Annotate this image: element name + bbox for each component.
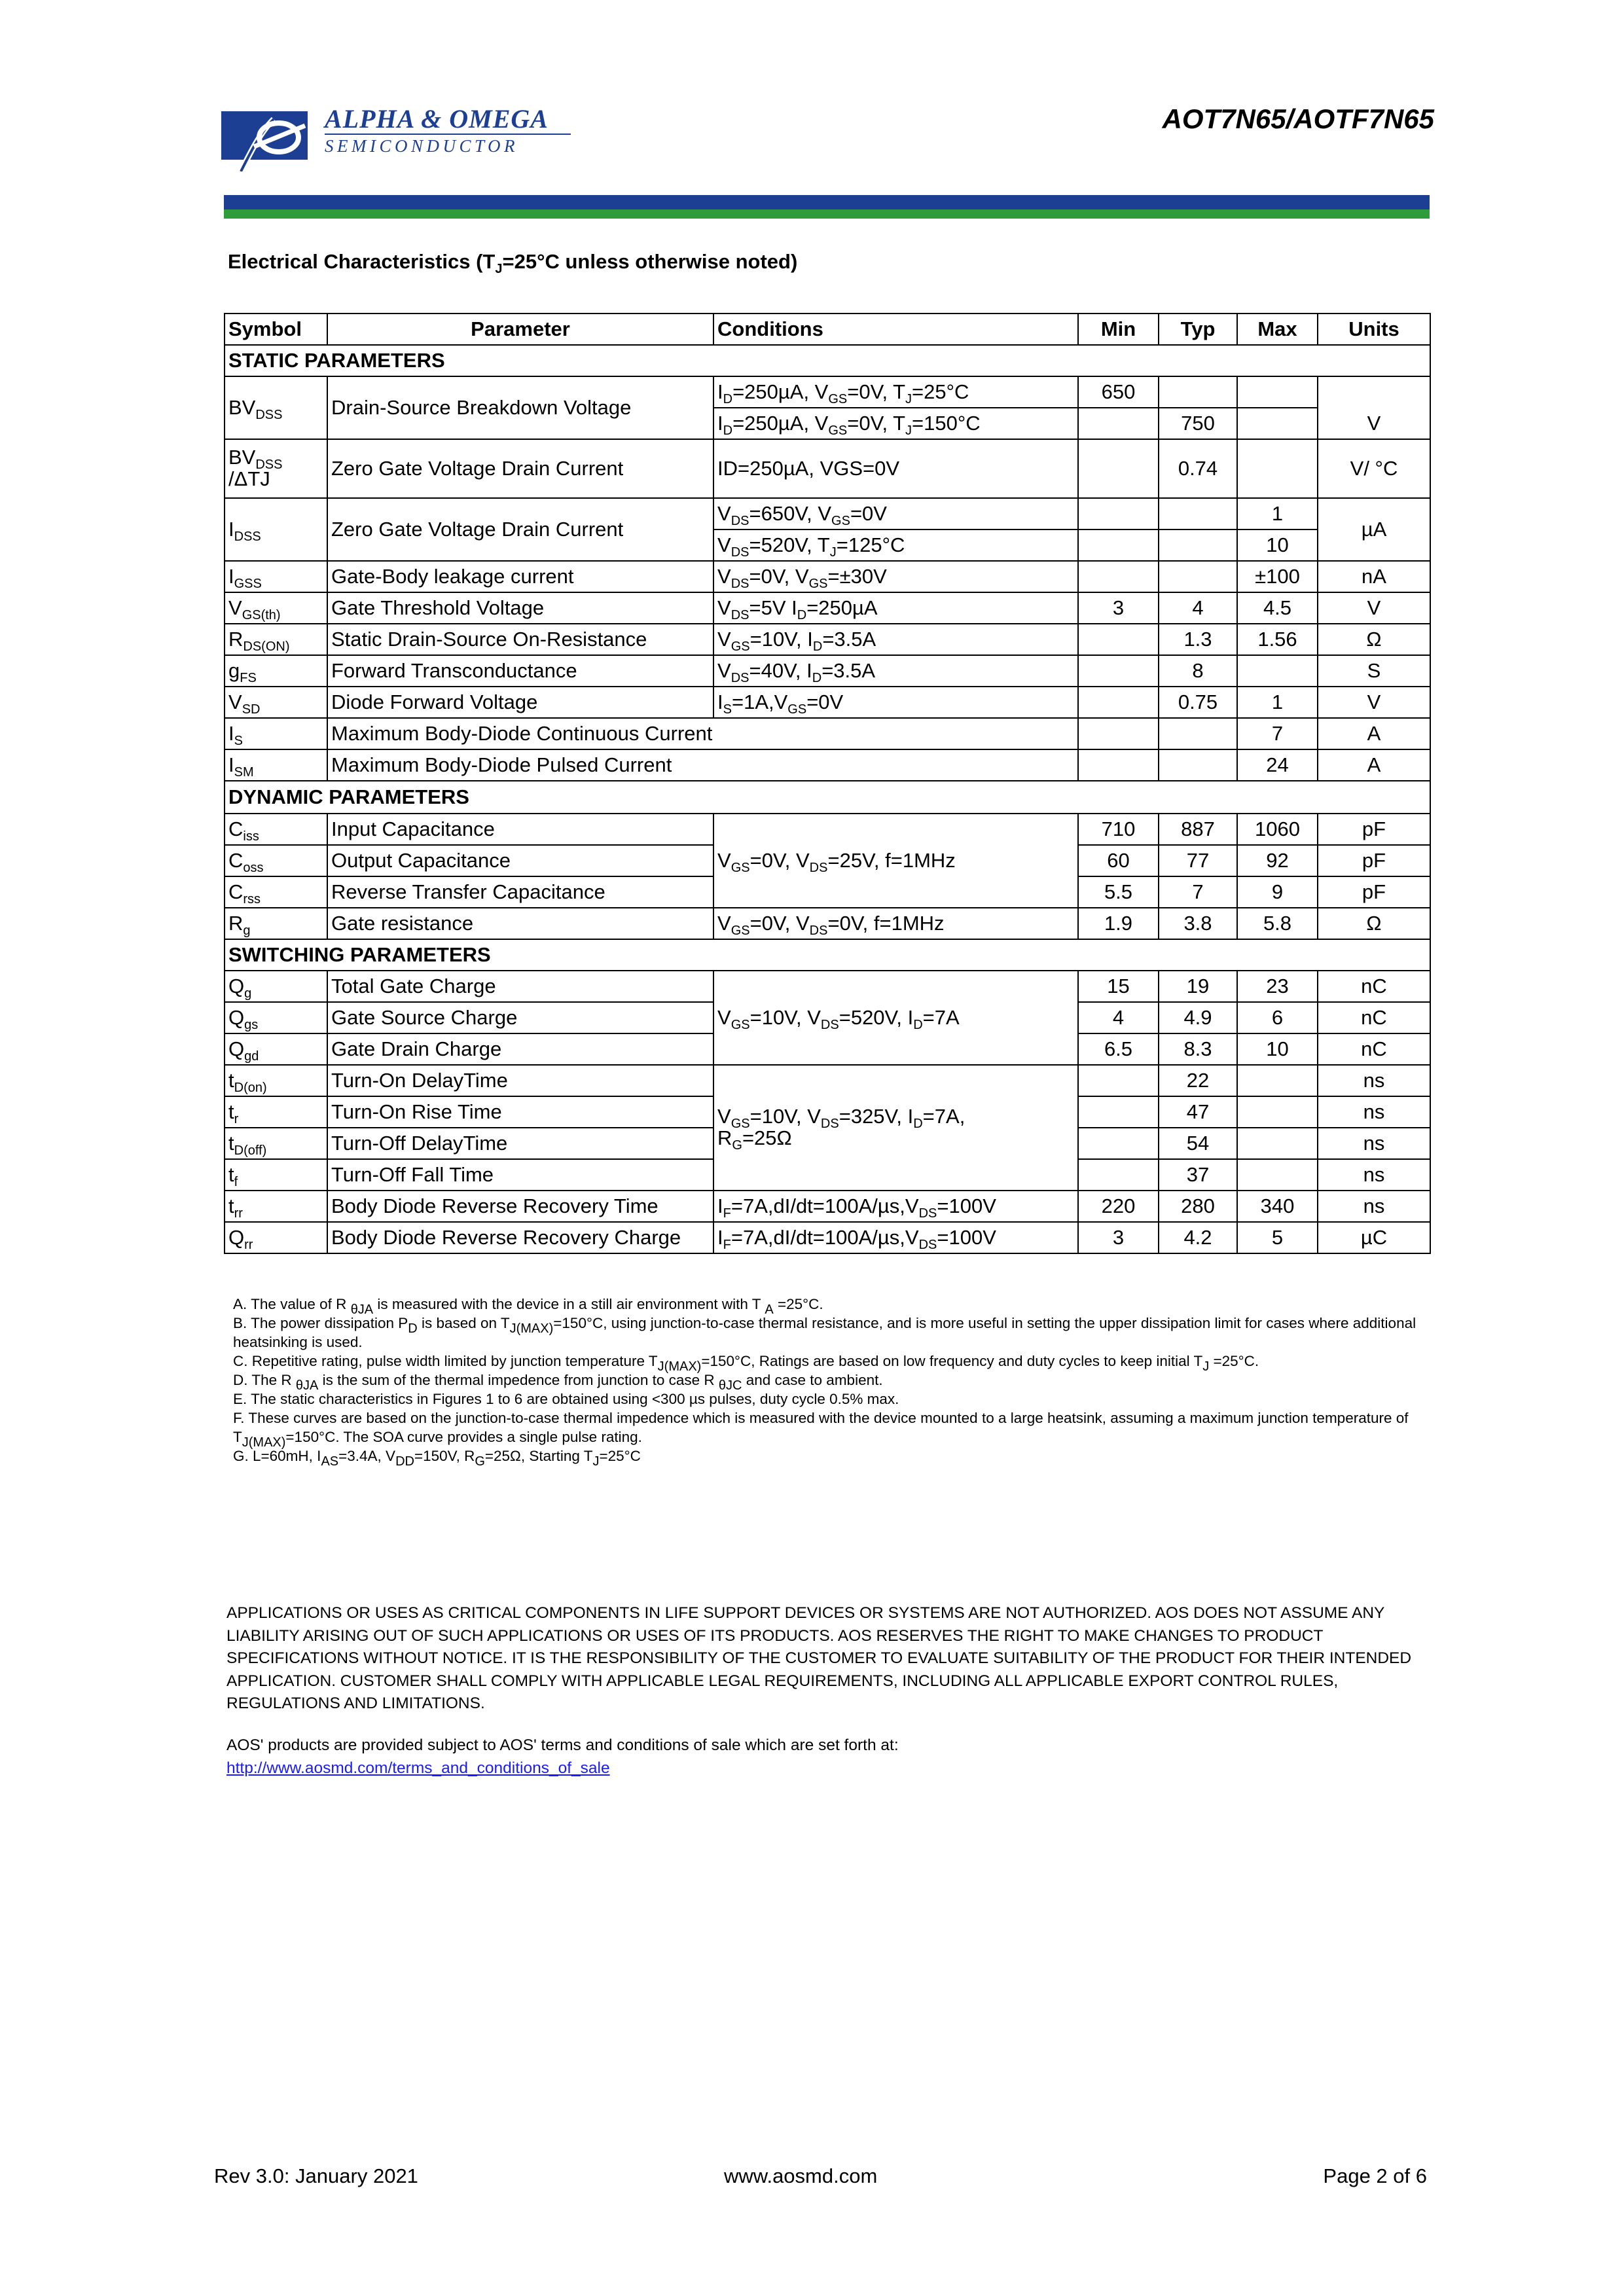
table-row-is: [225, 718, 1430, 749]
terms-link[interactable]: http://www.aosmd.com/terms_and_conditions_of_sale: [226, 1759, 610, 1777]
min-qg: 15: [1078, 971, 1159, 1002]
symbol-coss: $C_{oss}$: [225, 845, 327, 876]
table-row-ism: [225, 749, 1430, 781]
min-bvdss-tj: [1078, 439, 1159, 498]
typ-bvdss-1: [1159, 376, 1237, 408]
max-tf: [1237, 1159, 1318, 1191]
max-tdon: [1237, 1065, 1318, 1096]
max-crss: 9: [1237, 876, 1318, 908]
typ-tdoff: 54: [1159, 1128, 1237, 1159]
table-row-qrr: [225, 1222, 1430, 1253]
header-symbol: Symbol: [225, 314, 327, 345]
header-bar-green: [224, 209, 1430, 219]
min-bvdss-2: [1078, 408, 1159, 439]
parameter-crss: Reverse Transfer Capacitance: [327, 876, 713, 908]
units-gfs: S: [1318, 655, 1430, 687]
min-tdon: [1078, 1065, 1159, 1096]
max-coss: 92: [1237, 845, 1318, 876]
max-vsd: 1: [1237, 687, 1318, 718]
section-title: Electrical Characteristics ($T_J=25^\circ C$ unless otherwise noted): [228, 250, 798, 276]
units-rdson: Ω: [1318, 624, 1430, 655]
units-tdon: ns: [1318, 1065, 1430, 1096]
conditions-capacitance: $V_{GS}=0V$, $V_{DS}=25V$, f=1MHz: [713, 814, 1078, 908]
company-logo: [221, 103, 588, 175]
group-switching-label: SWITCHING PARAMETERS: [225, 939, 1430, 971]
symbol-crss: $C_{rss}$: [225, 876, 327, 908]
parameter-tf: Turn-Off Fall Time: [327, 1159, 713, 1191]
conditions-rg: $V_{GS}=0V$, $V_{DS}=0V$, f=1MHz: [713, 908, 1078, 939]
min-idss-1: [1078, 498, 1159, 529]
parameter-trr: Body Diode Reverse Recovery Time: [327, 1191, 713, 1222]
conditions-bvdss-1: $I_D=250\mu A$, $V_{GS}=0V$, $T_J=25^\circ C$: [713, 376, 1078, 408]
min-trr: 220: [1078, 1191, 1159, 1222]
max-tdoff: [1237, 1128, 1318, 1159]
units-vgsth: V: [1318, 592, 1430, 624]
footer-page-number: Page 2 of 6: [1323, 2164, 1427, 2187]
header-min: Min: [1078, 314, 1159, 345]
min-tf: [1078, 1159, 1159, 1191]
header-conditions: Conditions: [713, 314, 1078, 345]
symbol-is: $I_S$: [225, 718, 327, 749]
min-ciss: 710: [1078, 814, 1159, 845]
parameter-qgs: Gate Source Charge: [327, 1002, 713, 1033]
table-row-tdon: [225, 1065, 1430, 1096]
table-row-idss: [225, 498, 1430, 529]
typ-qg: 19: [1159, 971, 1237, 1002]
units-crss: pF: [1318, 876, 1430, 908]
footnote-d: D. The R $_{\theta JA}$ is the sum of the thermal impedence from junction to case R $_{\theta JC}$ and case to ambient.: [233, 1372, 883, 1393]
conditions-igss: $V_{DS}=0V$, $V_{GS}=\pm 30V$: [713, 561, 1078, 592]
conditions-vgsth: $V_{DS}=5V$ $I_D=250\mu A$: [713, 592, 1078, 624]
parameter-tr: Turn-On Rise Time: [327, 1096, 713, 1128]
footnote-c: C. Repetitive rating, pulse width limited by junction temperature $T_{J(MAX)}=150^\circ C$, Ratings are based on low frequency and duty cycles to keep initial $T_J =25^\circ C$.: [233, 1353, 1259, 1374]
parameter-rdson: Static Drain-Source On-Resistance: [327, 624, 713, 655]
symbol-qrr: $Q_{rr}$: [225, 1222, 327, 1253]
typ-vgsth: 4: [1159, 592, 1237, 624]
min-tr: [1078, 1096, 1159, 1128]
header-max: Max: [1237, 314, 1318, 345]
footnote-a: A. The value of R $_{\theta JA}$ is measured with the device in a still air environment with T $_A$ =25°C.: [233, 1296, 823, 1317]
terms-section: [226, 1734, 1431, 1780]
group-dynamic-label: DYNAMIC PARAMETERS: [225, 781, 1430, 814]
header-bar-blue: [224, 195, 1430, 209]
typ-bvdss-2: 750: [1159, 408, 1237, 439]
conditions-bvdss-tj: ID=250µA, VGS=0V: [713, 439, 1078, 498]
parameter-igss: Gate-Body leakage current: [327, 561, 713, 592]
min-igss: [1078, 561, 1159, 592]
conditions-switching: $V_{GS}=10V$, $V_{DS}=325V$, $I_D=7A$, $R_G=25\Omega$: [713, 1065, 1078, 1191]
group-row-static: [225, 345, 1430, 376]
typ-bvdss-tj: 0.74: [1159, 439, 1237, 498]
parameter-ism: Maximum Body-Diode Pulsed Current: [327, 749, 1078, 781]
header-units: Units: [1318, 314, 1430, 345]
units-qgs: nC: [1318, 1002, 1430, 1033]
symbol-bvdss: $BV_{DSS}$: [225, 376, 327, 439]
group-row-switching: [225, 939, 1430, 971]
units-ism: A: [1318, 749, 1430, 781]
footnotes: [233, 1295, 1424, 1469]
symbol-bvdss-tj: $BV_{DSS}$ /ΔTJ: [225, 439, 327, 498]
min-rdson: [1078, 624, 1159, 655]
max-bvdss-1: [1237, 376, 1318, 408]
table-row-ciss: [225, 814, 1430, 845]
min-qgs: 4: [1078, 1002, 1159, 1033]
max-is: 7: [1237, 718, 1318, 749]
header-typ: Typ: [1159, 314, 1237, 345]
symbol-qg: $Q_g$: [225, 971, 327, 1002]
units-bvdss-tj: V/ °C: [1318, 439, 1430, 498]
conditions-trr: $I_F=7A,dI/dt=100A/\mu s,V_{DS}=100V$: [713, 1191, 1078, 1222]
legal-disclaimer: APPLICATIONS OR USES AS CRITICAL COMPONENTS IN LIFE SUPPORT DEVICES OR SYSTEMS ARE NOT AUTHORIZED. AOS DOES NOT ASSUME ANY LIABILITY ARISING OUT OF SUCH APPLICATIONS OR USES OF ITS PRODUCTS. AOS RESERVES THE RIGHT TO MAKE CHANGES TO PRODUCT SPECIFICATIONS WITHOUT NOTICE. IT IS THE RESPONSIBILITY OF THE CUSTOMER TO EVALUATE SUITABILITY OF THE PRODUCT FOR THEIR INTENDED APPLICATION. CUSTOMER SHALL COMPLY WITH APPLICABLE LEGAL REQUIREMENTS, INCLUDING ALL APPLICABLE EXPORT CONTROL RULES, REGULATIONS AND LIMITATIONS.: [226, 1604, 1412, 1712]
units-trr: ns: [1318, 1191, 1430, 1222]
min-qgd: 6.5: [1078, 1033, 1159, 1065]
units-tr: ns: [1318, 1096, 1430, 1128]
company-name: ALPHA & OMEGA: [325, 104, 549, 134]
symbol-igss: $I_{GSS}$: [225, 561, 327, 592]
table-row-rg: [225, 908, 1430, 939]
symbol-ciss: $C_{iss}$: [225, 814, 327, 845]
typ-trr: 280: [1159, 1191, 1237, 1222]
typ-qrr: 4.2: [1159, 1222, 1237, 1253]
units-vsd: V: [1318, 687, 1430, 718]
max-bvdss-2: [1237, 408, 1318, 439]
symbol-vgsth: $V_{GS(th)}$: [225, 592, 327, 624]
footnote-e: E. The static characteristics in Figures 1 to 6 are obtained using <300 µs pulses, duty cycle 0.5% max.: [233, 1391, 899, 1407]
typ-qgs: 4.9: [1159, 1002, 1237, 1033]
max-qgd: 10: [1237, 1033, 1318, 1065]
terms-text: AOS' products are provided subject to AOS' terms and conditions of sale which are set forth at:: [226, 1736, 899, 1754]
typ-tf: 37: [1159, 1159, 1237, 1191]
parameter-vsd: Diode Forward Voltage: [327, 687, 713, 718]
group-static-label: STATIC PARAMETERS: [225, 345, 1430, 376]
table-row-igss: [225, 561, 1430, 592]
typ-ciss: 887: [1159, 814, 1237, 845]
table-row-rdson: [225, 624, 1430, 655]
table-row-vgsth: [225, 592, 1430, 624]
footer-website: www.aosmd.com: [724, 2164, 878, 2187]
parameter-bvdss-tj: Zero Gate Voltage Drain Current: [327, 439, 713, 498]
units-ciss: pF: [1318, 814, 1430, 845]
max-rdson: 1.56: [1237, 624, 1318, 655]
symbol-qgs: $Q_{gs}$: [225, 1002, 327, 1033]
symbol-qgd: $Q_{gd}$: [225, 1033, 327, 1065]
conditions-idss-2: $V_{DS}=520V$, $T_J=125^\circ C$: [713, 529, 1078, 561]
group-row-dynamic: [225, 781, 1430, 814]
units-coss: pF: [1318, 845, 1430, 876]
symbol-tdon: $t_{D(on)}$: [225, 1065, 327, 1096]
typ-qgd: 8.3: [1159, 1033, 1237, 1065]
table-row-gfs: [225, 655, 1430, 687]
min-crss: 5.5: [1078, 876, 1159, 908]
min-ism: [1078, 749, 1159, 781]
conditions-rdson: $V_{GS}=10V$, $I_D=3.5A$: [713, 624, 1078, 655]
max-idss-1: 1: [1237, 498, 1318, 529]
units-qrr: µC: [1318, 1222, 1430, 1253]
part-number: AOT7N65/AOTF7N65: [1162, 103, 1434, 134]
parameter-qgd: Gate Drain Charge: [327, 1033, 713, 1065]
symbol-trr: $t_{rr}$: [225, 1191, 327, 1222]
max-idss-2: 10: [1237, 529, 1318, 561]
typ-rg: 3.8: [1159, 908, 1237, 939]
max-gfs: [1237, 655, 1318, 687]
table-row-bvdss: [225, 376, 1430, 408]
parameter-qrr: Body Diode Reverse Recovery Charge: [327, 1222, 713, 1253]
conditions-vsd: $I_S=1A,V_{GS}=0V$: [713, 687, 1078, 718]
table-row-trr: [225, 1191, 1430, 1222]
max-igss: ±100: [1237, 561, 1318, 592]
table-row-vsd: [225, 687, 1430, 718]
typ-ism: [1159, 749, 1237, 781]
min-is: [1078, 718, 1159, 749]
footnote-b: B. The power dissipation $P_D$ is based on $T_{J(MAX)}=150^\circ C$, using junction-to-case thermal resistance, and is more useful in setting the upper dissipation limit for cases where additional heatsinking is used.: [233, 1315, 1416, 1350]
parameter-tdoff: Turn-Off DelayTime: [327, 1128, 713, 1159]
parameter-vgsth: Gate Threshold Voltage: [327, 592, 713, 624]
parameter-rg: Gate resistance: [327, 908, 713, 939]
footnote-f: F. These curves are based on the junction-to-case thermal impedence which is measured with the device mounted to a large heatsink, assuming a maximum junction temperature of $T_{J(MAX)}=150^\circ C$. The SOA curve provides a single pulse rating.: [233, 1410, 1409, 1450]
min-coss: 60: [1078, 845, 1159, 876]
footer-revision: Rev 3.0: January 2021: [214, 2164, 418, 2187]
max-tr: [1237, 1096, 1318, 1128]
parameter-bvdss: Drain-Source Breakdown Voltage: [327, 376, 713, 439]
min-bvdss: 650: [1078, 376, 1159, 408]
symbol-rdson: $R_{DS(ON)}$: [225, 624, 327, 655]
conditions-bvdss-2: $I_D=250\mu A$, $V_{GS}=0V$, $T_J=150^\circ C$: [713, 408, 1078, 439]
parameter-idss: Zero Gate Voltage Drain Current: [327, 498, 713, 561]
units-rg: Ω: [1318, 908, 1430, 939]
symbol-tdoff: $t_{D(off)}$: [225, 1128, 327, 1159]
parameter-is: Maximum Body-Diode Continuous Current: [327, 718, 1078, 749]
parameter-qg: Total Gate Charge: [327, 971, 713, 1002]
units-tf: ns: [1318, 1159, 1430, 1191]
parameter-ciss: Input Capacitance: [327, 814, 713, 845]
max-qgs: 6: [1237, 1002, 1318, 1033]
typ-igss: [1159, 561, 1237, 592]
units-qgd: nC: [1318, 1033, 1430, 1065]
min-idss-2: [1078, 529, 1159, 561]
table-row-bvdss-tj: [225, 439, 1430, 498]
units-is: A: [1318, 718, 1430, 749]
table-header-row: [225, 314, 1430, 345]
min-gfs: [1078, 655, 1159, 687]
company-subtitle: SEMICONDUCTOR: [325, 136, 519, 156]
logo-divider: [325, 134, 571, 135]
conditions-idss-1: $V_{DS}=650V$, $V_{GS}=0V$: [713, 498, 1078, 529]
typ-crss: 7: [1159, 876, 1237, 908]
max-qg: 23: [1237, 971, 1318, 1002]
max-qrr: 5: [1237, 1222, 1318, 1253]
symbol-tr: $t_r$: [225, 1096, 327, 1128]
max-vgsth: 4.5: [1237, 592, 1318, 624]
min-qrr: 3: [1078, 1222, 1159, 1253]
conditions-gfs: $V_{DS}=40V$, $I_D=3.5A$: [713, 655, 1078, 687]
symbol-tf: $t_f$: [225, 1159, 327, 1191]
max-ciss: 1060: [1237, 814, 1318, 845]
typ-tdon: 22: [1159, 1065, 1237, 1096]
table-row-qg: [225, 971, 1430, 1002]
typ-vsd: 0.75: [1159, 687, 1237, 718]
max-trr: 340: [1237, 1191, 1318, 1222]
units-bvdss: V: [1318, 376, 1430, 439]
max-ism: 24: [1237, 749, 1318, 781]
min-vgsth: 3: [1078, 592, 1159, 624]
typ-tr: 47: [1159, 1096, 1237, 1128]
parameter-coss: Output Capacitance: [327, 845, 713, 876]
units-tdoff: ns: [1318, 1128, 1430, 1159]
units-igss: nA: [1318, 561, 1430, 592]
typ-idss-1: [1159, 498, 1237, 529]
parameter-tdon: Turn-On DelayTime: [327, 1065, 713, 1096]
symbol-ism: $I_{SM}$: [225, 749, 327, 781]
conditions-gate-charge: $V_{GS}=10V$, $V_{DS}=520V$, $I_D=7A$: [713, 971, 1078, 1065]
symbol-gfs: $g_{FS}$: [225, 655, 327, 687]
parameter-gfs: Forward Transconductance: [327, 655, 713, 687]
max-bvdss-tj: [1237, 439, 1318, 498]
header-parameter: Parameter: [327, 314, 713, 345]
conditions-qrr: $I_F=7A,dI/dt=100A/\mu s,V_{DS}=100V$: [713, 1222, 1078, 1253]
electrical-characteristics-table: [224, 313, 1431, 1254]
alpha-omega-logo-icon: [221, 106, 312, 171]
min-tdoff: [1078, 1128, 1159, 1159]
min-rg: 1.9: [1078, 908, 1159, 939]
typ-gfs: 8: [1159, 655, 1237, 687]
typ-rdson: 1.3: [1159, 624, 1237, 655]
symbol-rg: $R_g$: [225, 908, 327, 939]
symbol-vsd: $V_{SD}$: [225, 687, 327, 718]
footnote-g: G. L=60mH, $I_{AS}=3.4A$, $V_{DD}=150V$, $R_G=25\Omega$, Starting $T_J=25^\circ C$: [233, 1448, 641, 1469]
min-vsd: [1078, 687, 1159, 718]
symbol-idss: $I_{DSS}$: [225, 498, 327, 561]
units-qg: nC: [1318, 971, 1430, 1002]
max-rg: 5.8: [1237, 908, 1318, 939]
typ-is: [1159, 718, 1237, 749]
typ-idss-2: [1159, 529, 1237, 561]
units-idss: µA: [1318, 498, 1430, 561]
typ-coss: 77: [1159, 845, 1237, 876]
